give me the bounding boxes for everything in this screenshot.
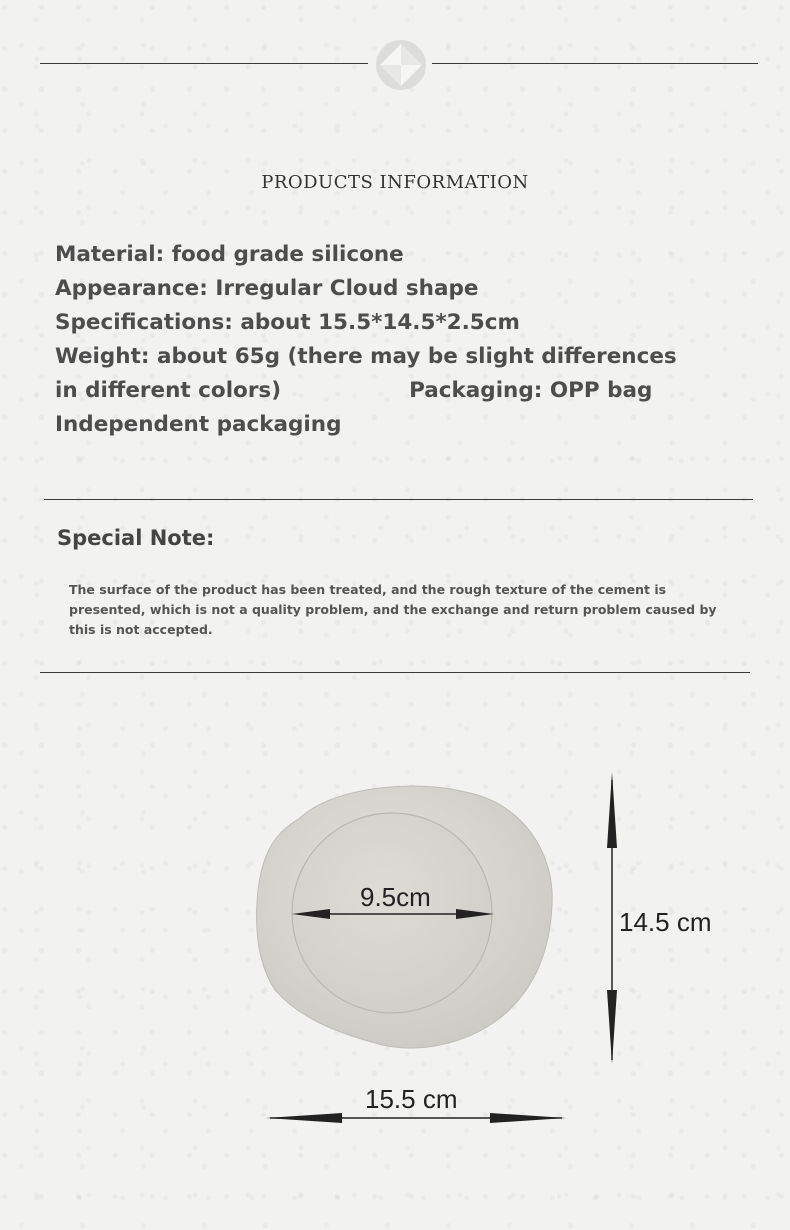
inner-diameter-label: 9.5cm (360, 882, 431, 912)
special-note-title: Special Note: (57, 526, 215, 550)
appearance-line: Appearance: Irregular Cloud shape (55, 276, 479, 301)
arrow-down-icon (607, 990, 617, 1064)
arrow-up-icon (607, 772, 617, 848)
top-divider-left (40, 63, 368, 64)
arrow-left-icon (266, 1113, 342, 1123)
material-line: Material: food grade silicone (55, 242, 404, 267)
top-divider-right (432, 63, 758, 64)
divider (44, 499, 753, 500)
independent-packaging-line: Independent packaging (55, 412, 342, 437)
divider (40, 672, 750, 673)
diamond-emblem-icon (374, 38, 428, 92)
weight-line-tail: in different colors) (55, 378, 282, 403)
height-label: 14.5 cm (619, 907, 712, 937)
special-note-body: The surface of the product has been treated, and the rough texture of the cement is presented, which is not a quality problem, and the exchange and return problem caused by this is not accepted. (69, 582, 717, 637)
arrow-right-icon (490, 1113, 566, 1123)
product-illustration (0, 700, 790, 1200)
packaging-line: Packaging: OPP bag (409, 378, 653, 403)
weight-line: Weight: about 65g (there may be slight differences (55, 344, 677, 369)
width-label: 15.5 cm (365, 1084, 458, 1114)
product-info (55, 238, 677, 442)
section-title: PRODUCTS INFORMATION (261, 172, 529, 193)
weight-line-continued (55, 374, 677, 408)
specifications-line: Specifications: about 15.5*14.5*2.5cm (55, 310, 520, 335)
